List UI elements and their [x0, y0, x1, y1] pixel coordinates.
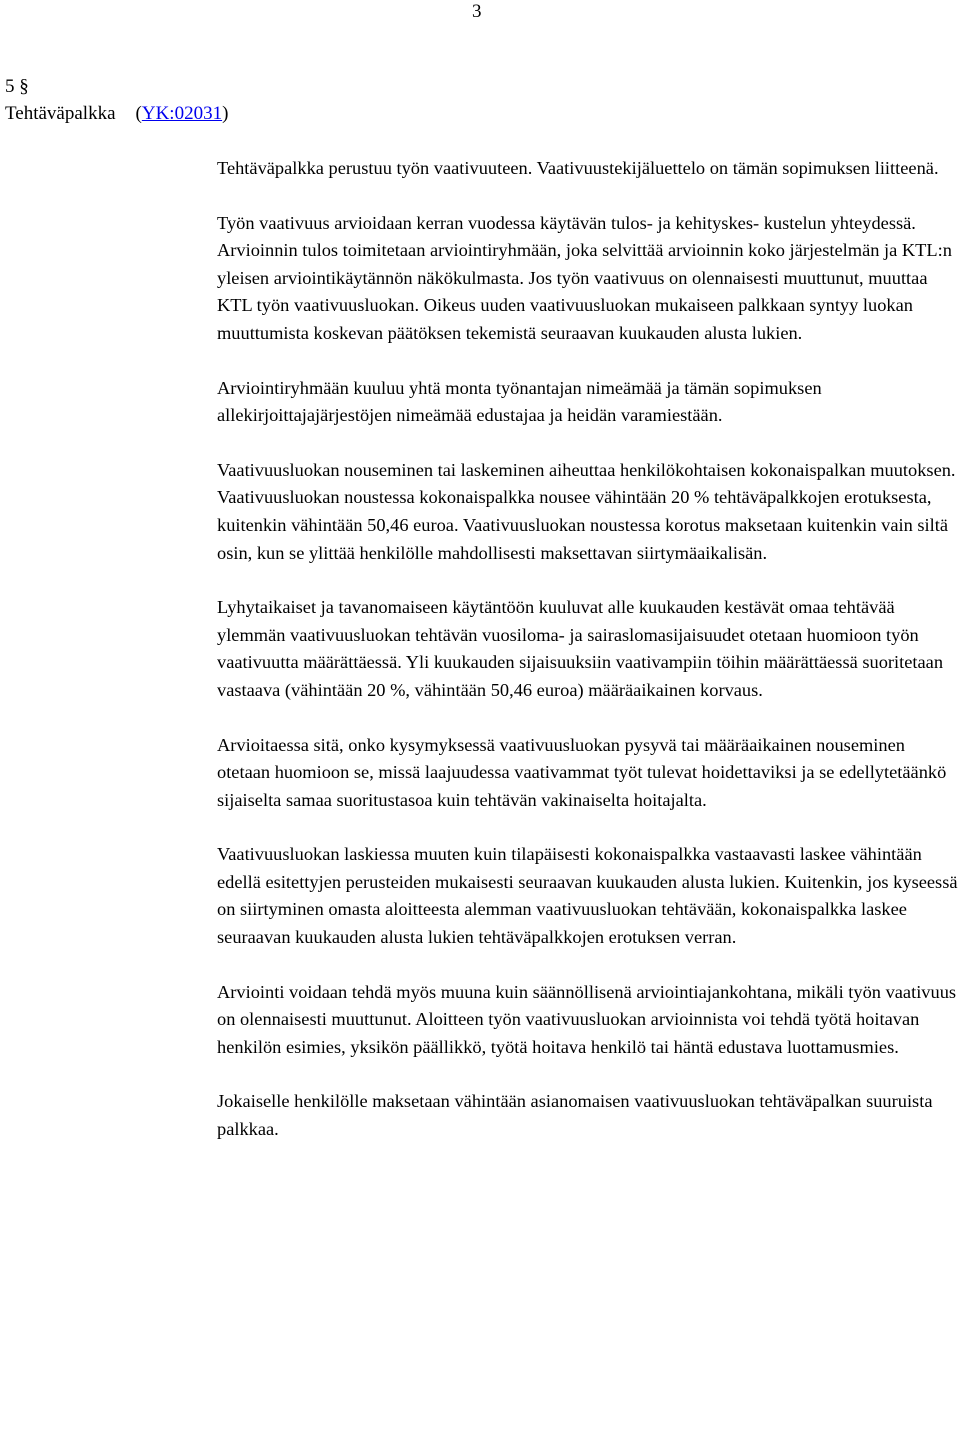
section-number: 5 §	[5, 76, 29, 97]
paragraph: Työn vaativuus arvioidaan kerran vuodessa käytävän tulos- ja kehityskes- kustelun yhteydessä. Arvioinnin tulos toimitetaan arviointiryhmään, joka selvittää arvioinnin koko järjestelmän ja KTL:n yleisen arviointikäytännön näkökulmasta. Jos työn vaativuus on olennaisesti muuttunut, muuttaa KTL työn vaativuusluokan. Oikeus uuden vaativuusluokan mukaiseen palkkaan syntyy luokan muuttumista koskevan päätöksen tekemistä seuraavan kuukauden alusta lukien.	[217, 212, 952, 343]
section-heading	[5, 102, 228, 126]
document-body	[217, 155, 958, 1171]
paragraph: Tehtäväpalkka perustuu työn vaativuuteen. Vaativuustekijäluettelo on tämän sopimuksen liitteenä.	[217, 158, 939, 178]
paragraph: Arviointi voidaan tehdä myös muuna kuin säännöllisenä arviointiajankohtana, mikäli työn vaativuus on olennaisesti muuttunut. Aloitteen työn vaativuusluokan arvioinnista voi tehdä työtä hoitavan henkilön esimies, yksikön päällikkö, työtä hoitava henkilö tai häntä edustava luottamusmies.	[217, 981, 957, 1057]
reference-link[interactable]: YK:02031	[141, 103, 223, 124]
paragraph: Arviointiryhmään kuuluu yhtä monta työnantajan nimeämää ja tämän sopimuksen allekirjoittajajärjestöjen nimeämää edustajaa ja heidän varamiestään.	[217, 377, 822, 426]
paragraph: Vaativuusluokan nouseminen tai laskeminen aiheuttaa henkilökohtaisen kokonaispalkan muutoksen. Vaativuusluokan noustessa kokonaispalkka nousee vähintään 20 % tehtäväpalkkojen erotuksesta, kuitenkin vähintään 50,46 euroa. Vaativuusluokan noustessa korotus maksetaan kuitenkin vain siltä osin, kun se ylittää henkilölle mahdollisesti maksettavan siirtymäaikalisän.	[217, 459, 956, 563]
page-number: 3	[472, 1, 482, 22]
paragraph: Jokaiselle henkilölle maksetaan vähintään asianomaisen vaativuusluokan tehtäväpalkan suuruista palkkaa.	[217, 1091, 933, 1140]
paragraph: Arvioitaessa sitä, onko kysymyksessä vaativuusluokan pysyvä tai määräaikainen nouseminen otetaan huomioon se, missä laajuudessa vaativammat työt tulevat hoidettaviksi ja se edellytetäänkö sijaiselta samaa suoritustasoa kuin tehtävän vakinaiselta hoitajalta.	[217, 734, 947, 810]
reference-close-paren: )	[222, 103, 229, 124]
section-title: Tehtäväpalkka	[5, 103, 116, 124]
paragraph: Vaativuusluokan laskiessa muuten kuin tilapäisesti kokonaispalkka vastaavasti laskee vähintään edellä esitettyjen perusteiden mukaisesti seuraavan kuukauden alusta lukien. Kuitenkin, jos kyseessä on siirtyminen omasta aloitteesta alemman vaativuusluokan tehtävään, kokonaispalkka laskee seuraavan kuukauden alusta lukien tehtäväpalkkojen erotuksen verran.	[217, 844, 958, 948]
paragraph: Lyhytaikaiset ja tavanomaiseen käytäntöön kuuluvat alle kuukauden kestävät omaa tehtävää ylemmän vaativuusluokan tehtävän vuosiloma- ja sairaslomasijaisuudet otetaan huomioon työn vaativuutta määrättäessä. Yli kuukauden sijaisuuksiin vaativampiin töihin määrättäessä suoritetaan vastaava (vähintään 20 %, vähintään 50,46 euroa) määräaikainen korvaus.	[217, 597, 944, 700]
reference-open-paren: (	[135, 103, 142, 124]
